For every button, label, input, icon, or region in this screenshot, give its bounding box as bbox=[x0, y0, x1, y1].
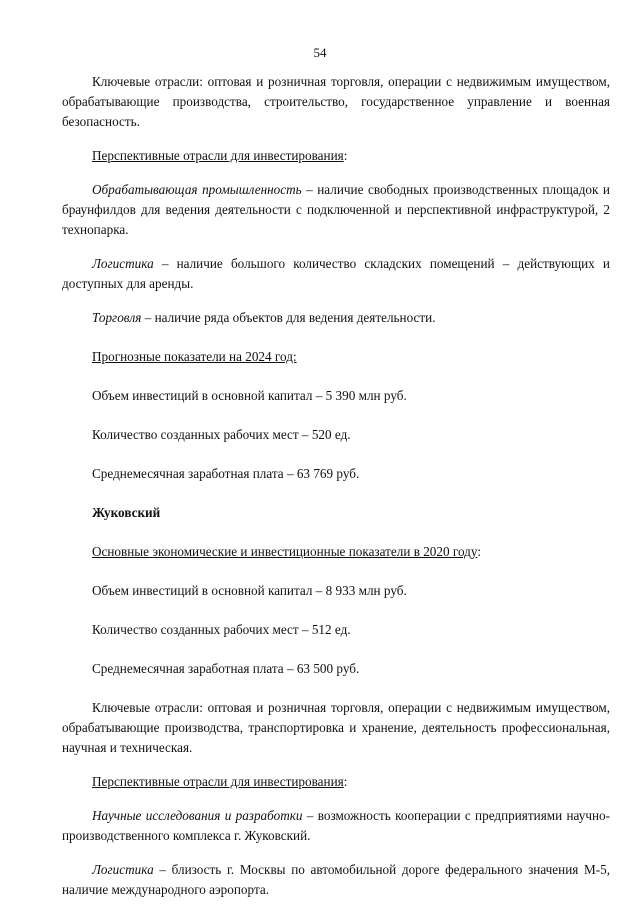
indicators-heading-text: Основные экономические и инвестиционные показатели в 2020 году bbox=[92, 544, 478, 559]
research-paragraph bbox=[62, 806, 610, 846]
logistics-paragraph-2 bbox=[62, 860, 610, 900]
manufacturing-text: – наличие свободных производственных площадок и браунфилдов для ведения деятельности с подключенной и перспективной инфраструктурой, 2 технопарка. bbox=[62, 182, 610, 237]
logistics-paragraph bbox=[62, 254, 610, 294]
manufacturing-term: Обрабатывающая промышленность bbox=[92, 182, 302, 197]
page-number: 54 bbox=[313, 45, 327, 60]
key-industries-paragraph: Ключевые отрасли: оптовая и розничная торговля, операции с недвижимым имуществом, обрабатывающие производства, строительство, государственное управление и военная безопасность. bbox=[62, 74, 610, 129]
logistics-2-text: – близость г. Москвы по автомобильной дороге федерального значения М-5, наличие международного аэропорта. bbox=[62, 862, 610, 897]
key-industries-paragraph-2: Ключевые отрасли: оптовая и розничная торговля, операции с недвижимым имуществом, обрабатывающие производства, транспортировка и хранение, деятельность профессиональная, научная и техническая. bbox=[62, 700, 610, 755]
trade-text: – наличие ряда объектов для ведения деятельности. bbox=[141, 310, 436, 325]
research-term: Научные исследования и разработки bbox=[92, 808, 303, 823]
forecast-heading bbox=[62, 347, 610, 367]
research-text: – возможность кооперации с предприятиями научно-производственного комплекса г. Жуковский. bbox=[62, 808, 610, 843]
perspective-heading-2: Перспективные отрасли для инвестирования: bbox=[92, 774, 348, 789]
perspective-heading: Перспективные отрасли для инвестирования: bbox=[92, 148, 348, 163]
indicators-heading: Основные экономические и инвестиционные показатели в 2020 году: bbox=[92, 544, 481, 559]
indicators-salary: Среднемесячная заработная плата – 63 500 руб. bbox=[92, 661, 360, 676]
logistics-text: – наличие большого количество складских помещений – действующих и доступных для аренды. bbox=[62, 256, 610, 291]
city-heading: Жуковский bbox=[92, 505, 161, 520]
forecast-jobs: Количество созданных рабочих мест – 520 ед. bbox=[92, 427, 351, 442]
logistics-2-term: Логистика bbox=[92, 862, 154, 877]
indicators-jobs: Количество созданных рабочих мест – 512 ед. bbox=[92, 622, 351, 637]
forecast-investment: Объем инвестиций в основной капитал – 5 390 млн руб. bbox=[92, 388, 407, 403]
manufacturing-paragraph bbox=[62, 180, 610, 240]
perspective-heading-2-text: Перспективные отрасли для инвестирования bbox=[92, 774, 344, 789]
logistics-term: Логистика bbox=[92, 256, 154, 271]
forecast-heading-text: Прогнозные показатели на 2024 год: bbox=[92, 349, 297, 364]
indicators-investment: Объем инвестиций в основной капитал – 8 933 млн руб. bbox=[92, 583, 407, 598]
forecast-salary: Среднемесячная заработная плата – 63 769 руб. bbox=[92, 466, 360, 481]
trade-paragraph bbox=[62, 308, 610, 328]
page-content bbox=[62, 72, 610, 914]
trade-term: Торговля bbox=[92, 310, 142, 325]
perspective-heading-text: Перспективные отрасли для инвестирования bbox=[92, 148, 344, 163]
